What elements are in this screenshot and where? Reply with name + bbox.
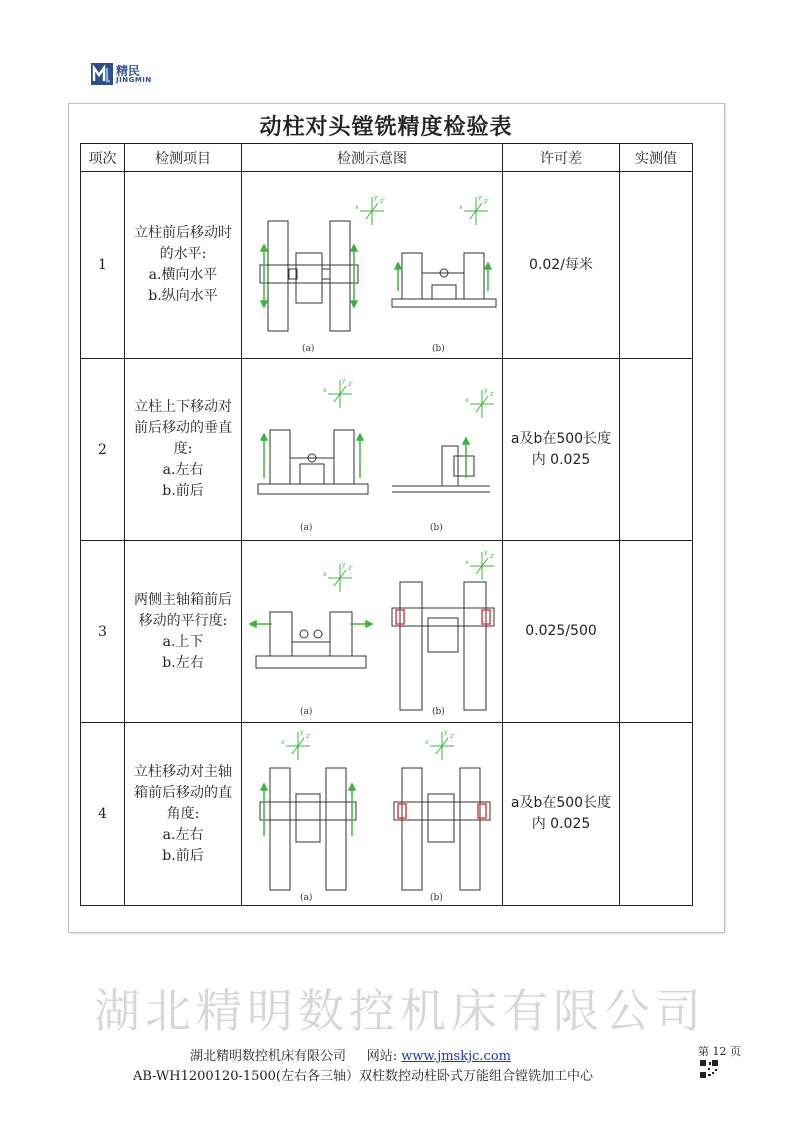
- axis-label: z': [484, 197, 489, 205]
- check-item-line: b.纵向水平: [148, 288, 218, 304]
- axis-label: z': [348, 380, 353, 388]
- axis-label: y: [300, 728, 304, 736]
- check-item: [125, 723, 242, 906]
- tolerance: [503, 359, 620, 541]
- highlight-mark: [398, 804, 486, 818]
- indicator-arrow: [250, 621, 372, 627]
- diagram-cell: [242, 172, 503, 359]
- check-item: [125, 359, 242, 541]
- figure-label-b: (b): [432, 706, 445, 717]
- tolerance-line: 内 0.025: [531, 816, 591, 832]
- axis-label: x: [465, 558, 469, 566]
- indicator-arrow: [261, 434, 363, 478]
- axis-label: y: [342, 560, 346, 568]
- axis-label: y: [374, 193, 378, 201]
- row-number: 4: [81, 723, 125, 906]
- qr-code-icon: [700, 1060, 718, 1078]
- figure-label-a: (a): [302, 343, 315, 354]
- figure-label-a: (a): [300, 522, 313, 533]
- logo-english-name: JINGMIN: [116, 76, 152, 84]
- check-item-line: b.左右: [162, 654, 204, 671]
- axis-label: z': [490, 390, 495, 398]
- diagram-row3: [242, 542, 501, 722]
- check-item-line: 度:: [173, 441, 193, 457]
- table-row: [81, 172, 693, 359]
- check-item-line: 的水平:: [159, 246, 207, 262]
- axis-label: z': [490, 552, 495, 560]
- machine-top-view: [260, 221, 358, 331]
- table-header-row: [81, 144, 693, 172]
- machine-front-view: [256, 612, 366, 668]
- footer-company-name: 湖北精明数控机床有限公司: [190, 1049, 347, 1064]
- indicator-arrow: [261, 245, 357, 307]
- axis-label: x: [281, 738, 285, 746]
- axis-label: y: [478, 193, 482, 201]
- axis-label: y: [444, 728, 448, 736]
- measured-value[interactable]: [620, 359, 693, 541]
- machine-top-view: [392, 582, 494, 710]
- figure-label-b: (b): [432, 343, 445, 354]
- diagram-cell: [242, 723, 503, 906]
- document-title: 动柱对头镗铣精度检验表: [259, 115, 513, 140]
- row-number: 2: [81, 359, 125, 541]
- check-item-line: 立柱前后移动时: [134, 225, 232, 241]
- figure-label-b: (b): [430, 522, 443, 533]
- tolerance-line: a及b在500长度: [510, 430, 612, 447]
- axis-label: z': [306, 732, 311, 740]
- jingmin-logo-icon: [90, 62, 114, 86]
- check-item-line: 箱前后移动的直: [134, 784, 232, 801]
- axis-label: z': [380, 197, 385, 205]
- axis-cross-icon: [328, 552, 494, 592]
- figure-label-a: (a): [300, 706, 313, 717]
- company-watermark: 湖北精明数控机床有限公司: [94, 984, 706, 1038]
- check-item-line: 前后移动的垂直: [134, 420, 232, 436]
- tolerance-line: 0.02/每米: [529, 256, 593, 273]
- machine-front-view: [258, 430, 368, 494]
- col-header-measured: 实测值: [620, 144, 693, 172]
- company-logo: [90, 62, 160, 90]
- check-item-line: 角度:: [166, 805, 200, 822]
- diagram-cell: [242, 541, 503, 723]
- indicator-arrow: [463, 438, 469, 478]
- footer-model-line: AB-WH1200120-1500(左右各三轴）双柱数控动柱卧式万能组合镗铣加工中心: [133, 1069, 594, 1084]
- check-item-line: 两侧主轴箱前后: [134, 591, 232, 608]
- axis-label: y: [342, 376, 346, 384]
- table-row: [81, 541, 693, 723]
- highlight-mark: [396, 610, 490, 624]
- tolerance-line: 0.025/500: [525, 623, 597, 639]
- row-number: 1: [81, 172, 125, 359]
- check-item-line: 立柱上下移动对: [134, 399, 232, 415]
- axis-label: z': [348, 564, 353, 572]
- axis-cross-icon: [286, 732, 454, 760]
- axis-label: x: [459, 203, 463, 211]
- machine-top-view: [394, 768, 490, 890]
- page-number: 第 12 页: [698, 1045, 741, 1058]
- check-item-line: b.前后: [162, 483, 204, 499]
- axis-label: x: [425, 738, 429, 746]
- measured-value[interactable]: [620, 541, 693, 723]
- figure-label-b: (b): [430, 892, 443, 903]
- row-number: 3: [81, 541, 125, 723]
- tolerance: [503, 723, 620, 906]
- axis-label: x: [323, 570, 327, 578]
- diagram-row4: [242, 724, 501, 905]
- check-item-line: b.前后: [162, 847, 204, 864]
- table-row: [81, 359, 693, 541]
- col-header-tolerance: 许可差: [503, 144, 620, 172]
- table-row: [81, 723, 693, 906]
- tolerance: [503, 172, 620, 359]
- axis-label: x: [323, 386, 327, 394]
- axis-label: y: [484, 548, 488, 556]
- logo-chinese-name: 精民: [116, 64, 141, 78]
- machine-front-view: [392, 253, 496, 307]
- tolerance: [503, 541, 620, 723]
- axis-label: x: [355, 203, 359, 211]
- footer-company-line: [190, 1045, 511, 1064]
- axis-cross-icon: [328, 380, 494, 418]
- diagram-cell: [242, 359, 503, 541]
- measured-value[interactable]: [620, 723, 693, 906]
- axis-label: z': [450, 732, 455, 740]
- measured-value[interactable]: [620, 172, 693, 359]
- axis-label: y: [484, 386, 488, 394]
- check-item-line: a.横向水平: [148, 267, 218, 283]
- check-item-line: a.左右: [162, 826, 204, 843]
- check-item-line: a.上下: [162, 633, 204, 650]
- machine-top-view: [260, 768, 356, 890]
- inspection-table: [80, 143, 693, 906]
- diagram-row1: [242, 173, 501, 358]
- indicator-arrow: [261, 784, 355, 836]
- diagram-row2: [242, 360, 501, 540]
- col-header-no: 项次: [81, 144, 125, 172]
- check-item-line: 移动的平行度:: [138, 612, 228, 629]
- machine-side-view: [392, 446, 490, 492]
- col-header-item: 检测项目: [125, 144, 242, 172]
- check-item-line: 立柱移动对主轴: [134, 763, 232, 780]
- check-item: [125, 172, 242, 359]
- col-header-diagram: 检测示意图: [242, 144, 503, 172]
- tolerance-line: a及b在500长度: [510, 795, 612, 811]
- tolerance-line: 内 0.025: [531, 451, 591, 468]
- axis-label: x: [465, 396, 469, 404]
- check-item-line: a.左右: [162, 462, 204, 478]
- figure-label-a: (a): [300, 892, 313, 903]
- check-item: [125, 541, 242, 723]
- footer-website-link[interactable]: www.jmskjc.com: [401, 1049, 511, 1064]
- footer-site-label: 网站:: [366, 1049, 398, 1064]
